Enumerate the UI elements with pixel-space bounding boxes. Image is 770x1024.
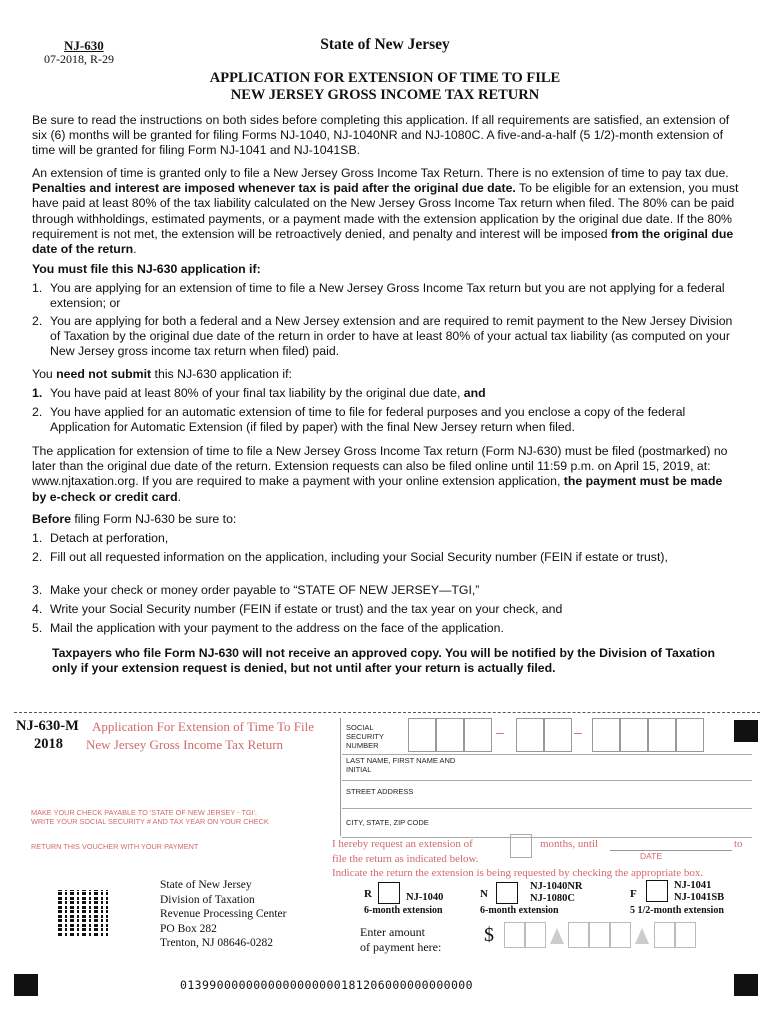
mailing-address: [160, 878, 286, 951]
ssn-digit-box[interactable]: [436, 718, 464, 752]
months-input[interactable]: [510, 834, 532, 858]
intro-paragraph: Be sure to read the instructions on both sides before completing this application. If all requirements are satisfied, an extension of six (6) months will be granted for filing Forms NJ-1040, NJ-1040NR and NJ-1080C. A five-and-a-half (5 1/2)-month extension of time will be granted for filing Form NJ-1041 and NJ-1041SB.: [32, 113, 730, 158]
page-title-line1: APPLICATION FOR EXTENSION OF TIME TO FILE: [209, 70, 561, 86]
request-text-line2: file the return as indicated below.: [332, 853, 479, 865]
voucher-title-1: Application For Extension of Time To File: [92, 719, 315, 734]
list-text: You are applying for both a federal and a New Jersey extension and are required to remit payment to the New Jersey Division of Taxation by the original due date of the return in order to have at least 80% of your actual tax liability (as computed on your New Jersey gross income tax return when filed) paid.: [50, 314, 733, 359]
list-text: Mail the application with your payment to the address on the face of the application.: [50, 621, 504, 635]
address-line: State of New Jersey: [160, 879, 252, 891]
list-text: You have paid at least 80% of your final tax liability by the original due date,: [50, 386, 461, 400]
ssn-digit-box[interactable]: [620, 718, 648, 752]
address-line: Division of Taxation: [160, 893, 255, 906]
option-f-form-2: NJ-1041SB: [674, 892, 725, 903]
list-number: 3.: [32, 583, 43, 597]
list-text: You have applied for an automatic extension of time to file for federal purposes and you enclose a copy of the federal Application for Automatic Extension (if filed by paper) with the final New Jersey return when filed.: [50, 405, 686, 435]
before-item-2: [32, 550, 740, 565]
list-text: You are applying for an extension of time to file a New Jersey Gross Income Tax return but you are not applying for a federal extension; or: [50, 281, 725, 311]
ssn-label: SOCIAL SECURITY NUMBER: [346, 723, 384, 750]
check-ssn-note: WRITE YOUR SOCIAL SECURITY # AND TAX YEAR ON YOUR CHECK: [31, 817, 269, 826]
amount-digit-box[interactable]: [504, 922, 525, 948]
option-n-form-1: NJ-1040NR: [530, 881, 583, 892]
address-line: PO Box 282: [160, 922, 217, 935]
option-f-form-1: NJ-1041: [674, 880, 712, 891]
must-file-item-2: [32, 314, 740, 360]
list-text: Fill out all requested information on the application, including your Social Security number (FEIN if estate or trust),: [50, 550, 668, 564]
scanline-code: 0139900000000000000000181206000000000000: [180, 978, 473, 992]
request-text: I hereby request an extension of: [332, 838, 473, 850]
dollar-sign: $: [484, 924, 494, 946]
original-due-date-emphasis: from the original due date of the return: [32, 226, 734, 257]
ssn-digit-box[interactable]: [516, 718, 544, 752]
payment-method-emphasis: the payment must be made by e-check or credit card: [32, 474, 723, 504]
need-not-item-1: [32, 386, 740, 401]
amount-digit-box[interactable]: [589, 922, 610, 948]
ssn-digit-box[interactable]: [676, 718, 704, 752]
must-file-heading: You must file this NJ-630 application if:: [32, 262, 261, 276]
page-title-line2: NEW JERSEY GROSS INCOME TAX RETURN: [230, 87, 540, 103]
return-voucher-note: RETURN THIS VOUCHER WITH YOUR PAYMENT: [31, 842, 199, 851]
list-text: Write your Social Security number (FEIN if estate or trust) and the tax year on your check, and: [50, 602, 563, 616]
perforation-line: [14, 712, 760, 713]
need-not-heading: [32, 367, 740, 382]
before-item-4: [32, 602, 740, 617]
city-field[interactable]: [342, 808, 752, 838]
must-file-item-1: [32, 281, 740, 311]
amount-digit-box[interactable]: [610, 922, 631, 948]
option-f-checkbox[interactable]: [646, 880, 668, 902]
qr-code: [58, 890, 108, 936]
option-r-letter: R: [364, 888, 372, 900]
option-r-checkbox[interactable]: [378, 882, 400, 904]
name-field[interactable]: [342, 754, 752, 779]
ssn-separator: –: [574, 724, 582, 740]
list-number: 1.: [32, 531, 43, 545]
list-number: 4.: [32, 602, 43, 616]
registration-mark: [734, 974, 758, 996]
before-heading: [32, 512, 740, 527]
list-text: Make your check or money order payable to “STATE OF NEW JERSEY—TGI,”: [50, 583, 480, 597]
extension-text-e: .: [133, 242, 137, 257]
before-rest: filing Form NJ-630 be sure to:: [70, 512, 237, 526]
payment-amount-input[interactable]: [504, 922, 712, 948]
ssn-input[interactable]: [408, 718, 728, 752]
ssn-digit-box[interactable]: [592, 718, 620, 752]
before-item-5: [32, 621, 740, 636]
list-number: 5.: [32, 621, 43, 635]
extension-paragraph: [32, 166, 740, 257]
option-n-form-2: NJ-1080C: [530, 893, 575, 904]
amount-digit-box[interactable]: [675, 922, 696, 948]
option-n-letter: N: [480, 888, 488, 900]
list-number: 2.: [32, 405, 43, 419]
voucher-form-id: NJ-630-M: [16, 718, 79, 734]
need-not-post: this NJ-630 application if:: [151, 367, 292, 381]
registration-mark: [734, 720, 758, 742]
address-line: Revenue Processing Center: [160, 908, 287, 920]
decimal-marker-icon: [635, 928, 649, 944]
need-not-bold: need not submit: [56, 367, 152, 381]
street-field[interactable]: [342, 780, 752, 807]
amount-digit-box[interactable]: [568, 922, 589, 948]
date-label: DATE: [640, 851, 663, 861]
amount-digit-box[interactable]: [654, 922, 675, 948]
need-not-item-2: [32, 405, 740, 435]
amount-label-2: of payment here:: [360, 940, 442, 954]
ssn-separator: –: [496, 724, 504, 740]
ssn-digit-box[interactable]: [648, 718, 676, 752]
extension-text-a: An extension of time is granted only to file a New Jersey Gross Income Tax Return. There is no extension of time to pay tax due.: [32, 166, 729, 180]
list-number: 2.: [32, 550, 43, 564]
ssn-digit-box[interactable]: [544, 718, 572, 752]
until-date-input[interactable]: [610, 849, 732, 851]
list-and: and: [460, 386, 486, 400]
comma-marker-icon: [550, 928, 564, 944]
before-item-1: [32, 531, 740, 546]
need-not-pre: You: [32, 367, 57, 381]
amount-label-1: Enter amount: [360, 925, 425, 939]
online-end: .: [177, 489, 181, 504]
option-f-extension: 5 1/2-month extension: [630, 905, 724, 916]
check-payable-note: MAKE YOUR CHECK PAYABLE TO 'STATE OF NEW JERSEY - TGI'.: [31, 808, 258, 817]
months-until-text: months, until: [540, 838, 599, 850]
option-r-form: NJ-1040: [406, 892, 444, 903]
voucher-title-2: New Jersey Gross Income Tax Return: [86, 737, 284, 752]
option-n-checkbox[interactable]: [496, 882, 518, 904]
amount-digit-box[interactable]: [525, 922, 546, 948]
form-id: NJ-630: [64, 38, 104, 53]
voucher-divider: [340, 718, 341, 836]
name-label: LAST NAME, FIRST NAME AND INITIAL: [346, 756, 456, 774]
extension-text-c: To be eligible for an extension, you must have paid at least 80% of the tax liability calculated on the New Jersey Gross Income Tax return when filed. The 80% can be paid through withholdings, estimated payments, or a payment made with the extension application by the original due date. If the 80% requirement is not met, the extension will be retroactively denied, and penalty and interest will be imposed: [32, 181, 739, 241]
ssn-digit-box[interactable]: [464, 718, 492, 752]
online-filing-paragraph: [32, 444, 740, 505]
before-item-3: [32, 583, 740, 598]
state-heading: State of New Jersey: [320, 36, 450, 53]
indicate-text: Indicate the return the extension is being requested by checking the appropriate box.: [332, 867, 704, 879]
list-text: Detach at perforation,: [50, 531, 169, 545]
option-n-extension: 6-month extension: [480, 905, 559, 916]
street-label: STREET ADDRESS: [346, 787, 414, 796]
penalty-warning: Penalties and interest are imposed whenever tax is paid after the original due date.: [32, 181, 516, 196]
voucher-year: 2018: [34, 736, 63, 752]
option-f-letter: F: [630, 888, 637, 900]
list-number: 1.: [32, 386, 43, 400]
address-line: Trenton, NJ 08646-0282: [160, 937, 273, 949]
form-revision: 07-2018, R-29: [44, 52, 114, 66]
list-number: 2.: [32, 314, 43, 328]
request-to-text: to: [734, 838, 743, 850]
option-r-extension: 6-month extension: [364, 905, 443, 916]
approval-notice: Taxpayers who file Form NJ-630 will not receive an approved copy. You will be notified by the Division of Taxation only if your extension request is denied, but not until after your return is actually filed.: [52, 646, 716, 676]
list-number: 1.: [32, 281, 43, 295]
ssn-digit-box[interactable]: [408, 718, 436, 752]
before-bold: Before: [32, 512, 71, 526]
online-text: The application for extension of time to file a New Jersey Gross Income Tax return (Form NJ-630) must be filed (postmarked) no later than the original due date of the return. Extension requests can also be filed online until 11:59 p.m. on April 15, 2019, at: www.njtaxation.org. If you are required to make a payment with your online extension application,: [32, 444, 728, 489]
registration-mark: [14, 974, 38, 996]
city-label: CITY, STATE, ZIP CODE: [346, 818, 429, 827]
